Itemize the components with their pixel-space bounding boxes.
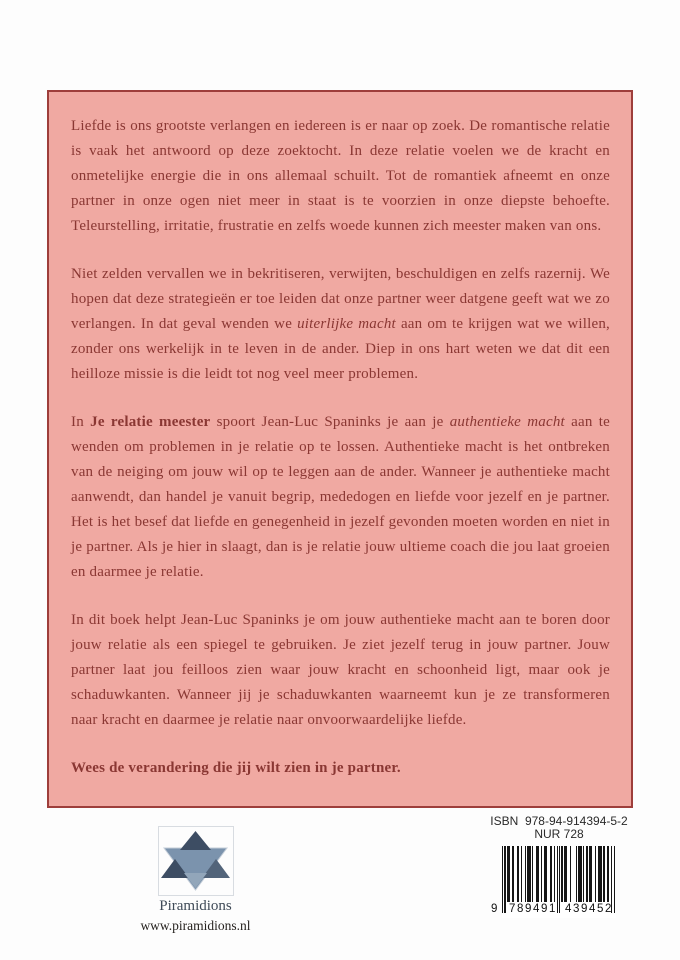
paragraph-segment: Je relatie meester: [90, 414, 211, 430]
paragraph: [71, 608, 610, 733]
barcode-digit-left: 9: [491, 903, 498, 915]
paragraph-segment: spoort Jean-Luc Spaninks je aan je: [210, 414, 450, 430]
piramidions-star-icon: [159, 827, 233, 895]
publisher-block: [123, 826, 268, 933]
paragraph: [71, 410, 610, 585]
paragraph: [71, 114, 610, 239]
paragraph-segment: aan om te krijgen wat we willen, zonder ons werkelijk in te leven in de ander. Diep in ons hart weten we dat dit een heilloze missie is die leidt tot nog veel meer problemen.: [71, 316, 610, 382]
paragraph: [71, 262, 610, 387]
paragraph-segment: aan te wenden om problemen in je relatie op te lossen. Authentieke macht is het ontbreken van de neiging om jouw wil op te leggen aan de ander. Wanneer je authentieke macht aanwendt, dan handel je vanuit begrip, mededogen en liefde voor jezelf en je partner. Het is het besef dat liefde en genegenheid in jezelf gevonden moeten worden en niet in je partner. Als je hier in slaagt, dan is je relatie jouw ultieme coach die jou laat groeien en daarmee je relatie.: [71, 414, 611, 580]
barcode-digit-group2: 439452: [565, 903, 613, 915]
paragraph-segment: In: [71, 414, 91, 430]
body-text: [71, 114, 610, 781]
publisher-name: Piramidions: [159, 898, 232, 914]
paragraph-segment: Liefde is ons grootste verlangen en iedereen is er naar op zoek. De romantische relatie is vaak het antwoord op deze zoektocht. In deze relatie voelen we de kracht en onmetelijke energie die in ons allemaal schuilt. Tot de romantiek afneemt en onze partner in onze ogen niet meer in staat is te voorzien in onze diepste behoefte. Teleurstelling, irritatie, frustratie en zelfs woede kunnen zich meester maken van ons.: [71, 118, 610, 234]
barcode-digit-group1: 789491: [509, 903, 557, 915]
paragraph-segment: uiterlijke macht: [297, 316, 396, 332]
barcode-block: [471, 815, 647, 918]
paragraph-segment: In dit boek helpt Jean-Luc Spaninks je om jouw authentieke macht aan te boren door jouw relatie als een spiegel te gebruiken. Je ziet jezelf terug in jouw partner. Jouw partner laat jou feilloos zien waar jouw kracht en schoonheid ligt, maar ook je schaduwkanten. Wanneer jij je schaduwkanten waarneemt kun je ze transformeren naar kracht en daarmee je relatie naar onvoorwaardelijke liefde.: [71, 612, 610, 728]
publisher-logo: [158, 826, 234, 896]
paragraph: [71, 756, 610, 781]
publisher-website: www.piramidions.nl: [140, 918, 251, 933]
paragraph-segment: authentieke macht: [449, 414, 565, 430]
paragraph-segment: Wees de verandering die jij wilt zien in je partner.: [71, 760, 401, 776]
paragraph-segment: Niet zelden vervallen we in bekritiseren, verwijten, beschuldigen en zelfs razernij. We hopen dat deze strategieën er toe leiden dat onze partner weer datgene geeft wat we zo verlangen. In dat geval wenden we: [71, 266, 610, 332]
back-cover-panel: [47, 90, 633, 808]
barcode: [491, 846, 616, 918]
isbn-line: ISBN 978-94-914394-5-2: [490, 814, 628, 828]
nur-line: NUR 728: [534, 827, 584, 841]
barcode-bar: [614, 846, 615, 913]
